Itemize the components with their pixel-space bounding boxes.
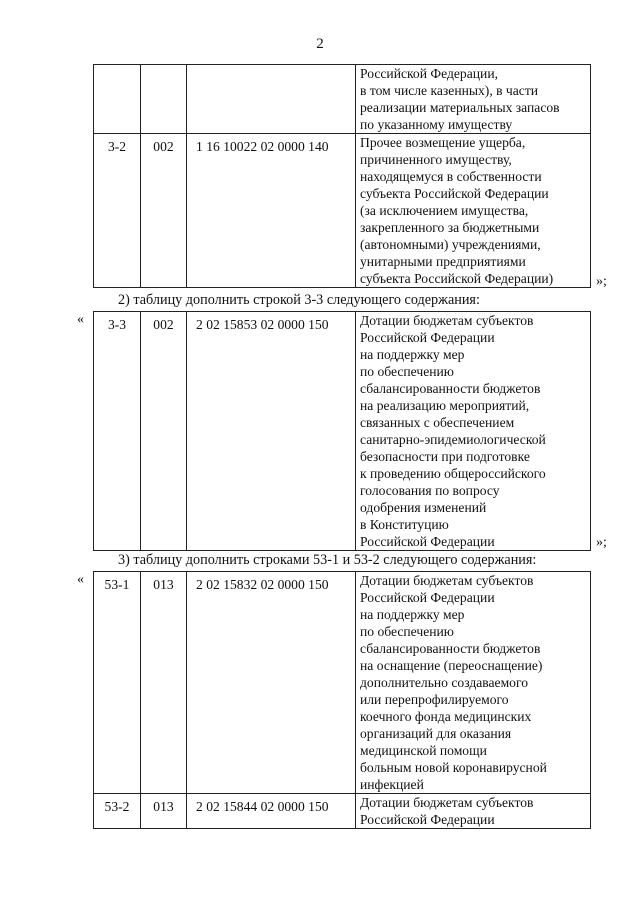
budget-classification-code-cell: 1 16 10022 02 0000 140 [187, 134, 356, 288]
description-line: на реализацию мероприятий, [360, 398, 530, 413]
table-row [94, 572, 591, 794]
table-row [94, 312, 591, 551]
open-quote-mark: « [77, 312, 84, 327]
administrator-code-cell: 002 [141, 312, 187, 551]
description-line: сбалансированности бюджетов [360, 381, 541, 396]
amendment-item-3: 3) таблицу дополнить строками 53-1 и 53-2 следующего содержания: [118, 552, 537, 568]
revenue-description-cell [356, 794, 591, 829]
description-line: санитарно-эпидемиологической [360, 432, 546, 447]
description-line: (за исключением имущества, [360, 203, 529, 218]
description-line: Дотации бюджетам субъектов [360, 573, 534, 588]
description-line: на оснащение (переоснащение) [360, 658, 543, 673]
row-number-cell: 53-2 [94, 794, 141, 829]
description-line: в том числе казенных), в части [360, 83, 539, 98]
description-line: одобрения изменений [360, 500, 487, 515]
description-line: организаций для оказания [360, 726, 512, 741]
description-line: по обеспечению [360, 624, 454, 639]
description-line: сбалансированности бюджетов [360, 641, 541, 656]
end-quote-mark: »; [596, 274, 607, 289]
page-number: 2 [316, 36, 324, 52]
description-line: связанных с обеспечением [360, 415, 515, 430]
budget-table-row-3-3 [93, 311, 591, 551]
row-number-cell [94, 65, 141, 134]
end-quote-mark: »; [596, 535, 607, 550]
revenue-description-cell [356, 134, 591, 288]
open-quote-mark: « [77, 572, 84, 587]
row-number-cell: 53-1 [94, 572, 141, 794]
description-line: Дотации бюджетам субъектов [360, 313, 534, 328]
description-line: находящемуся в собственности [360, 169, 542, 184]
description-line: дополнительно создаваемого [360, 675, 529, 690]
description-line: Российской Федерации, [360, 66, 498, 81]
description-line: голосования по вопросу [360, 483, 500, 498]
description-line: Дотации бюджетам субъектов [360, 795, 534, 810]
description-line: Российской Федерации [360, 590, 495, 605]
description-line: на поддержку мер [360, 347, 465, 362]
description-line: Российской Федерации [360, 812, 495, 827]
description-line: в Конституцию [360, 517, 449, 532]
description-line: унитарными предприятиями [360, 254, 526, 269]
description-line: больным новой коронавирусной [360, 760, 547, 775]
description-line: причиненного имуществу, [360, 152, 512, 167]
description-line: (автономными) учреждениями, [360, 237, 541, 252]
budget-table-continuation [93, 64, 591, 288]
administrator-code-cell: 013 [141, 572, 187, 794]
description-line: Прочее возмещение ущерба, [360, 135, 526, 150]
revenue-description-cell [356, 572, 591, 794]
description-line: по обеспечению [360, 364, 454, 379]
budget-classification-code-cell: 2 02 15844 02 0000 150 [187, 794, 356, 829]
description-line: безопасности при подготовке [360, 449, 530, 464]
table-row [94, 794, 591, 829]
row-number-cell: 3-2 [94, 134, 141, 288]
description-line: или перепрофилируемого [360, 692, 509, 707]
description-line: коечного фонда медицинских [360, 709, 532, 724]
description-line: к проведению общероссийского [360, 466, 546, 481]
amendment-item-2: 2) таблицу дополнить строкой 3-3 следующего содержания: [118, 292, 480, 308]
administrator-code-cell: 002 [141, 134, 187, 288]
table-row [94, 65, 591, 134]
row-number-cell: 3-3 [94, 312, 141, 551]
revenue-description-cell [356, 312, 591, 551]
budget-classification-code-cell: 2 02 15853 02 0000 150 [187, 312, 356, 551]
description-line: субъекта Российской Федерации) [360, 271, 554, 286]
budget-table-rows-53 [93, 571, 591, 829]
description-line: субъекта Российской Федерации [360, 186, 549, 201]
description-line: на поддержку мер [360, 607, 465, 622]
administrator-code-cell: 013 [141, 794, 187, 829]
description-line: закрепленного за бюджетными [360, 220, 540, 235]
description-line: медицинской помощи [360, 743, 487, 758]
budget-classification-code-cell: 2 02 15832 02 0000 150 [187, 572, 356, 794]
administrator-code-cell [141, 65, 187, 134]
budget-classification-code-cell [187, 65, 356, 134]
description-line: реализации материальных запасов [360, 100, 560, 115]
table-row [94, 134, 591, 288]
description-line: по указанному имуществу [360, 117, 513, 132]
description-line: Российской Федерации [360, 534, 495, 549]
description-line: инфекцией [360, 777, 424, 792]
revenue-description-cell [356, 65, 591, 134]
description-line: Российской Федерации [360, 330, 495, 345]
